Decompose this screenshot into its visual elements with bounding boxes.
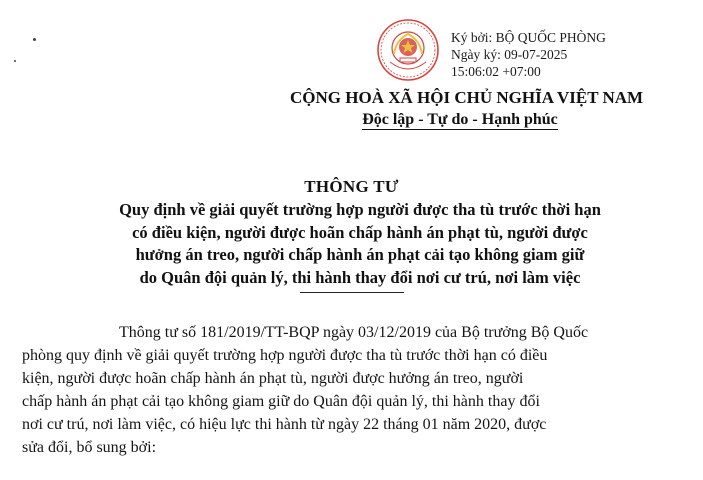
- body-line: phòng quy định về giải quyết trường hợp người được tha tù trước thời hạn có điều: [22, 347, 548, 364]
- body-line: Thông tư số 181/2019/TT-BQP ngày 03/12/2019 của Bộ trưởng Bộ Quốc: [119, 324, 589, 341]
- body-line: chấp hành án phạt cải tạo không giam giữ do Quân đội quản lý, thi hành thay đổi: [22, 393, 540, 410]
- title-line: Quy định về giải quyết trường hợp người được tha tù trước thời hạn: [119, 200, 601, 219]
- state-emblem-seal: [376, 18, 440, 82]
- document-body: [22, 321, 682, 459]
- body-line: kiện, người được hoãn chấp hành án phạt tù, người được hưởng án treo, người: [22, 370, 524, 387]
- body-line: sửa đổi, bổ sung bởi:: [22, 439, 157, 456]
- title-line: hưởng án treo, người chấp hành án phạt cải tạo không giam giữ: [135, 245, 585, 264]
- title-line: có điều kiện, người được hoãn chấp hành án phạt tù, người được: [132, 222, 588, 242]
- document-title: [60, 199, 660, 289]
- national-motto: [290, 111, 630, 129]
- scan-speck: [33, 38, 36, 41]
- document-type: THÔNG TƯ: [304, 177, 399, 196]
- signed-date: Ngày ký: 09-07-2025: [451, 47, 568, 62]
- national-name: CỘNG HOÀ XÃ HỘI CHỦ NGHĨA VIỆT NAM: [290, 88, 644, 107]
- digital-signature-info: [451, 29, 606, 80]
- signed-by: Ký bởi: BỘ QUỐC PHÒNG: [451, 30, 606, 45]
- scan-speck: [14, 60, 16, 62]
- national-motto-text: Độc lập - Tự do - Hạnh phúc: [362, 111, 558, 128]
- title-underline: [300, 292, 404, 293]
- signed-time: 15:06:02 +07:00: [451, 64, 541, 79]
- body-line: nơi cư trú, nơi làm việc, có hiệu lực thi hành từ ngày 22 tháng 01 năm 2020, được: [22, 416, 547, 433]
- title-line: do Quân đội quản lý, thi hành thay đổi nơi cư trú, nơi làm việc: [139, 267, 581, 287]
